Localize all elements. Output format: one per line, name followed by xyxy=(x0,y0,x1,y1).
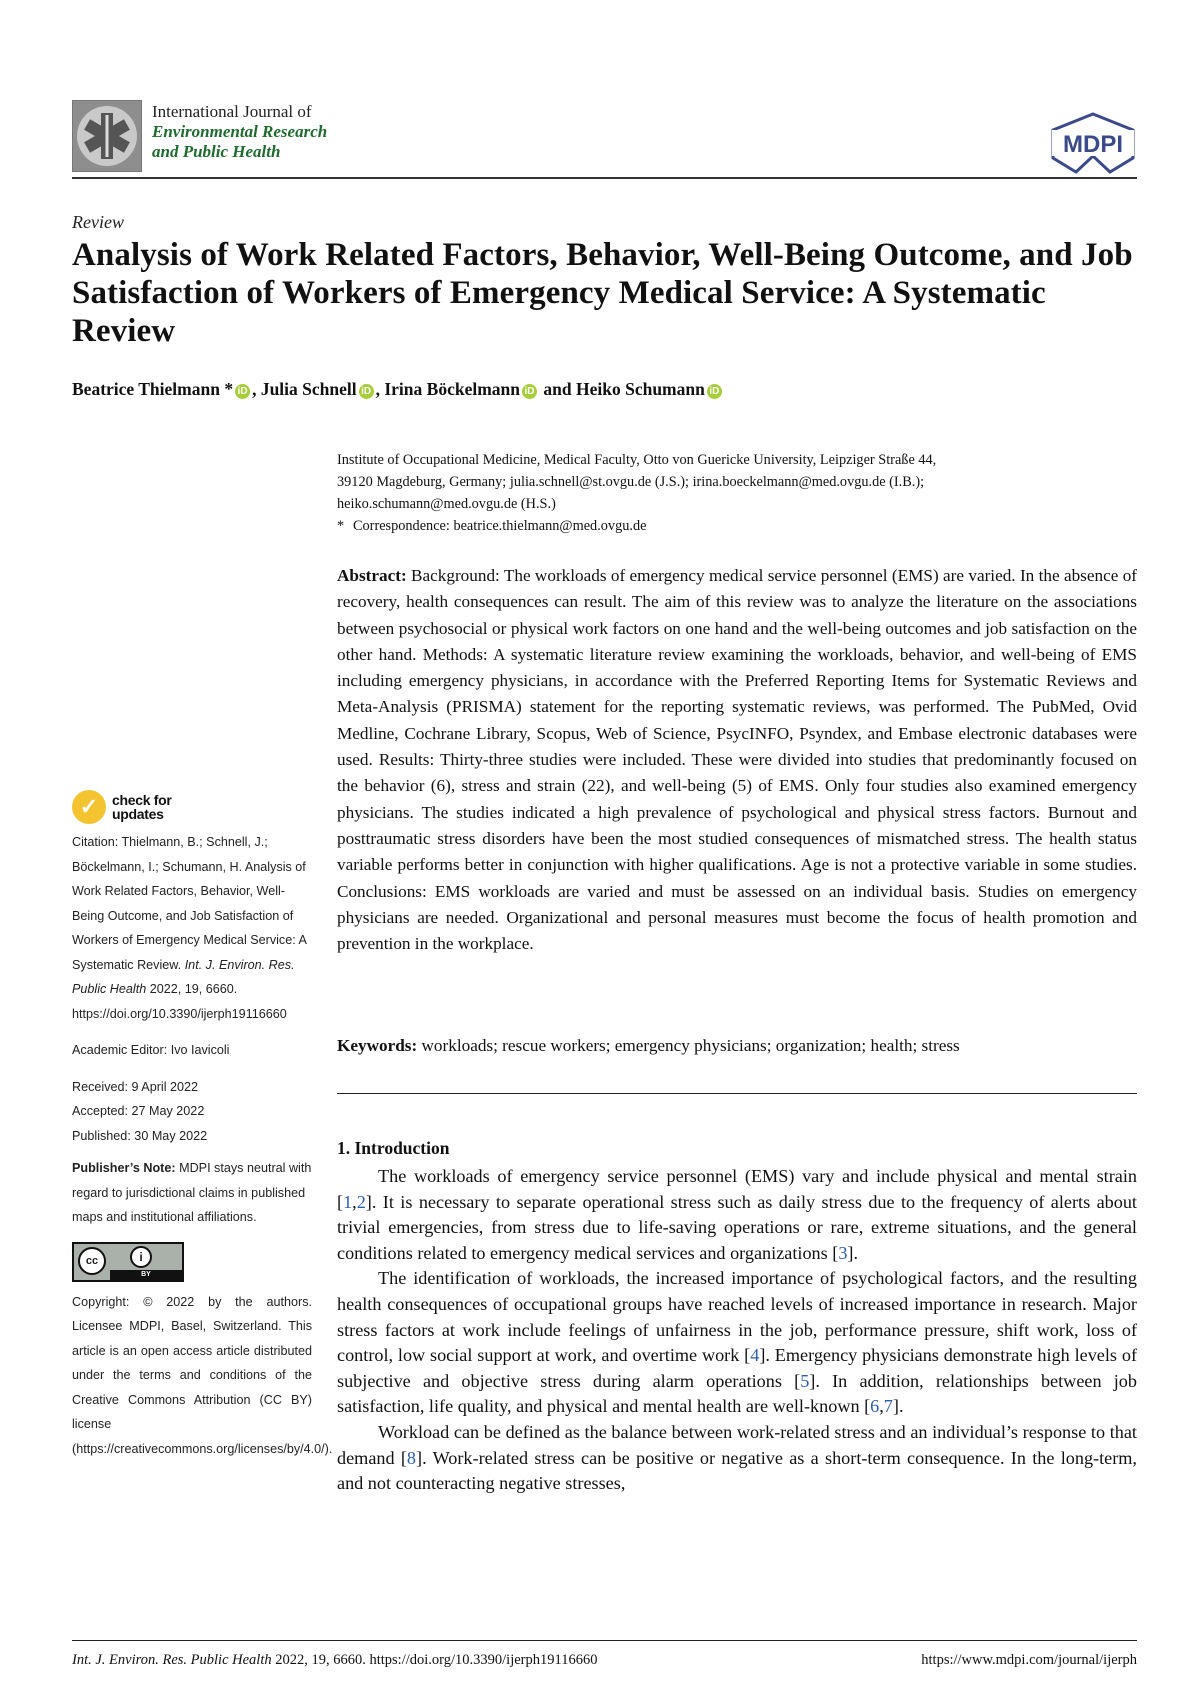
check-for-updates-button[interactable] xyxy=(72,790,312,824)
affiliation-line: Institute of Occupational Medicine, Medical Faculty, Otto von Guericke University, Leipziger Straße 44, xyxy=(337,452,937,468)
abstract xyxy=(337,563,1137,957)
introduction-body xyxy=(337,1164,1137,1497)
citation-label: Citation: xyxy=(72,835,119,849)
affiliation-line: heiko.schumann@med.ovgu.de (H.S.) xyxy=(337,496,556,512)
paragraph-text: , xyxy=(352,1191,357,1212)
orcid-icon[interactable]: iD xyxy=(359,384,374,399)
abstract-label: Abstract: xyxy=(337,566,407,585)
star-of-life-icon xyxy=(73,101,141,171)
reference-link[interactable]: 7 xyxy=(883,1396,893,1417)
reference-link[interactable]: 3 xyxy=(838,1242,848,1263)
paragraph-text: The identification of workloads, the increased importance of psychological factors, and the resulting health consequences of occupational groups have reached levels of increased importance in research. Major stress factors at work include feelings of unfairness in the job, performance pressure, shift work, loss of control, low social support at work, and overtime work [ xyxy=(337,1268,1137,1366)
orcid-icon[interactable]: iD xyxy=(522,384,537,399)
reference-link[interactable]: 4 xyxy=(750,1345,760,1366)
author-name: Irina Böckelmann xyxy=(384,379,521,399)
publisher-note-label: Publisher’s Note: xyxy=(72,1161,176,1175)
section-divider xyxy=(337,1093,1137,1094)
section-heading-introduction: 1. Introduction xyxy=(337,1138,450,1158)
paragraph xyxy=(337,1266,1137,1420)
by-label: BY xyxy=(110,1270,182,1280)
journal-logo xyxy=(72,100,142,172)
check-updates-line-1: check for xyxy=(112,792,172,808)
footer-journal: Int. J. Environ. Res. Public Health xyxy=(72,1652,272,1668)
journal-name xyxy=(152,102,327,162)
author-separator: , xyxy=(375,379,385,399)
journal-line-1: International Journal of xyxy=(152,102,312,121)
corresponding-mark: * xyxy=(219,379,234,399)
paragraph xyxy=(337,1420,1137,1497)
affiliation-block xyxy=(337,449,1147,537)
reference-link[interactable]: 6 xyxy=(870,1396,880,1417)
reference-link[interactable]: 1 xyxy=(343,1191,353,1212)
citation-journal: Int. J. Environ. Res. Public Health xyxy=(72,957,295,996)
correspondence-mark: * xyxy=(337,518,345,534)
paragraph-text: Workload can be defined as the balance between work-related stress and an individual’s response to that demand [ xyxy=(337,1421,1137,1468)
creative-commons-icon: cc xyxy=(78,1247,106,1275)
paragraph-text: ]. xyxy=(892,1396,904,1417)
academic-editor: Academic Editor: Ivo Iavicoli xyxy=(72,1043,230,1057)
paragraph xyxy=(337,1164,1137,1266)
footer-doi[interactable]: 2022, 19, 6660. https://doi.org/10.3390/ijerph19116660 xyxy=(275,1652,598,1668)
mdpi-logo xyxy=(1048,112,1138,174)
abstract-text: Background: The workloads of emergency medical service personnel (EMS) are varied. In the absence of recovery, health consequences can result. The aim of this review was to analyze the literature on the associations between psychosocial or physical work factors on one hand and the well-being outcomes and job satisfaction on the other hand. Methods: A systematic literature review examining the workloads, behavior, and well-being of EMS including emergency physicians, in accordance with the Preferred Reporting Items for Systematic Reviews and Meta-Analysis (PRISMA) statement for the reporting systematic reviews, was performed. The PubMed, Ovid Medline, Cochrane Library, Scopus, Web of Science, PsycINFO, Psyndex, and Embase electronic databases were used. Results: Thirty-three studies were included. These were divided into studies that predominantly focused on the behavior (6), stress and strain (22), and well-being (5) of EMS. Only four studies also examined emergency physicians. The studies indicated a high prevalence of psychological and physical stress factors. Burnout and posttraumatic stress disorders have been the most studied consequences of mismatched stress. The health status variable performs better in conjunction with higher qualifications. Age is not a protective variable in some studies. Conclusions: EMS workloads are varied and must be assessed on an individual basis. Studies on emergency physicians are needed. Organizational and personal measures must become the focus of health promotion and prevention in the workplace. xyxy=(337,566,1138,954)
citation-text: Thielmann, B.; Schnell, J.; Böckelmann, I.; Schumann, H. Analysis of Work Related Factors, Behavior, Well-Being Outcome, and Job Satisfaction of Workers of Emergency Medical Service: A Systematic Review. xyxy=(72,835,307,972)
article-title: Analysis of Work Related Factors, Behavior, Well-Being Outcome, and Job Satisfaction of Workers of Emergency Medical Service: A Systematic Review xyxy=(72,237,1133,349)
publisher-note-text: MDPI stays neutral with regard to jurisdictional claims in published maps and institutional affiliations. xyxy=(72,1161,312,1224)
journal-line-3: and Public Health xyxy=(152,142,281,161)
affiliation-line: 39120 Magdeburg, Germany; julia.schnell@st.ovgu.de (J.S.); irina.boeckelmann@med.ovgu.de (I.B.); xyxy=(337,474,925,490)
keywords xyxy=(337,1036,1137,1056)
paragraph-text: ]. It is necessary to separate operational stress such as daily stress due to the frequency of alerts about trivial emergencies, from stress due to life-saving operations or rare, extreme situations, and the general conditions related to emergency medical services and organizations [ xyxy=(337,1191,1137,1263)
paragraph-text: ]. Emergency physicians demonstrate high levels of subjective and objective stress during alarm operations [ xyxy=(337,1345,1137,1391)
publisher-note xyxy=(72,1156,312,1230)
correspondence-text: Correspondence: beatrice.thielmann@med.ovgu.de xyxy=(353,518,647,534)
paragraph-text: The workloads of emergency service personnel (EMS) vary and include physical and mental strain [ xyxy=(337,1166,1137,1212)
check-updates-line-2: updates xyxy=(112,806,164,822)
footer-citation xyxy=(72,1652,597,1669)
copyright-notice: Copyright: © 2022 by the authors. Licensee MDPI, Basel, Switzerland. This article is an open access article distributed under the terms and conditions of the Creative Commons Attribution (CC BY) license (https://creativecommons.org/licenses/by/4.0/). xyxy=(72,1294,333,1456)
header-rule xyxy=(72,177,1137,179)
received-date: Received: 9 April 2022 xyxy=(72,1079,199,1094)
reference-link[interactable]: 5 xyxy=(800,1370,810,1391)
author-separator: and xyxy=(539,379,576,399)
article-type: Review xyxy=(72,212,124,232)
keywords-text: workloads; rescue workers; emergency physicians; organization; health; stress xyxy=(421,1036,960,1055)
paragraph-text: ]. In addition, relationships between job satisfaction, life quality, and physical and mental health are well-known [ xyxy=(337,1370,1137,1417)
footer-journal-url[interactable]: https://www.mdpi.com/journal/ijerph xyxy=(921,1652,1137,1668)
orcid-icon[interactable]: iD xyxy=(707,384,722,399)
author-name: Heiko Schumann xyxy=(575,379,705,399)
footer-rule xyxy=(72,1640,1137,1641)
correspondence xyxy=(337,515,1147,537)
mdpi-logo-text: MDPI xyxy=(1063,131,1123,158)
reference-link[interactable]: 8 xyxy=(406,1447,417,1468)
keywords-label: Keywords: xyxy=(337,1036,418,1055)
citation xyxy=(72,830,312,1026)
journal-line-2: Environmental Research xyxy=(152,122,328,141)
author-name: Julia Schnell xyxy=(260,379,357,399)
citation-doi[interactable]: 2022, 19, 6660. https://doi.org/10.3390/ijerph19116660 xyxy=(72,982,287,1021)
author-list xyxy=(72,379,724,400)
paragraph-text: , xyxy=(879,1396,884,1417)
author-separator: , xyxy=(252,379,261,399)
paragraph-text: ]. xyxy=(847,1242,859,1263)
reference-link[interactable]: 2 xyxy=(356,1191,366,1212)
paragraph-text: ]. Work-related stress can be positive or negative as a short-term consequence. In the long-term, and not counteracting negative stresses, xyxy=(337,1447,1137,1494)
cc-by-license-badge[interactable] xyxy=(72,1242,184,1282)
published-date: Published: 30 May 2022 xyxy=(72,1128,208,1143)
checkmark-icon: ✓ xyxy=(72,790,106,824)
author-name: Beatrice Thielmann xyxy=(72,379,220,399)
article-info-sidebar xyxy=(72,790,333,1473)
attribution-person-icon: i xyxy=(130,1246,152,1268)
orcid-icon[interactable]: iD xyxy=(235,384,250,399)
accepted-date: Accepted: 27 May 2022 xyxy=(72,1104,205,1118)
